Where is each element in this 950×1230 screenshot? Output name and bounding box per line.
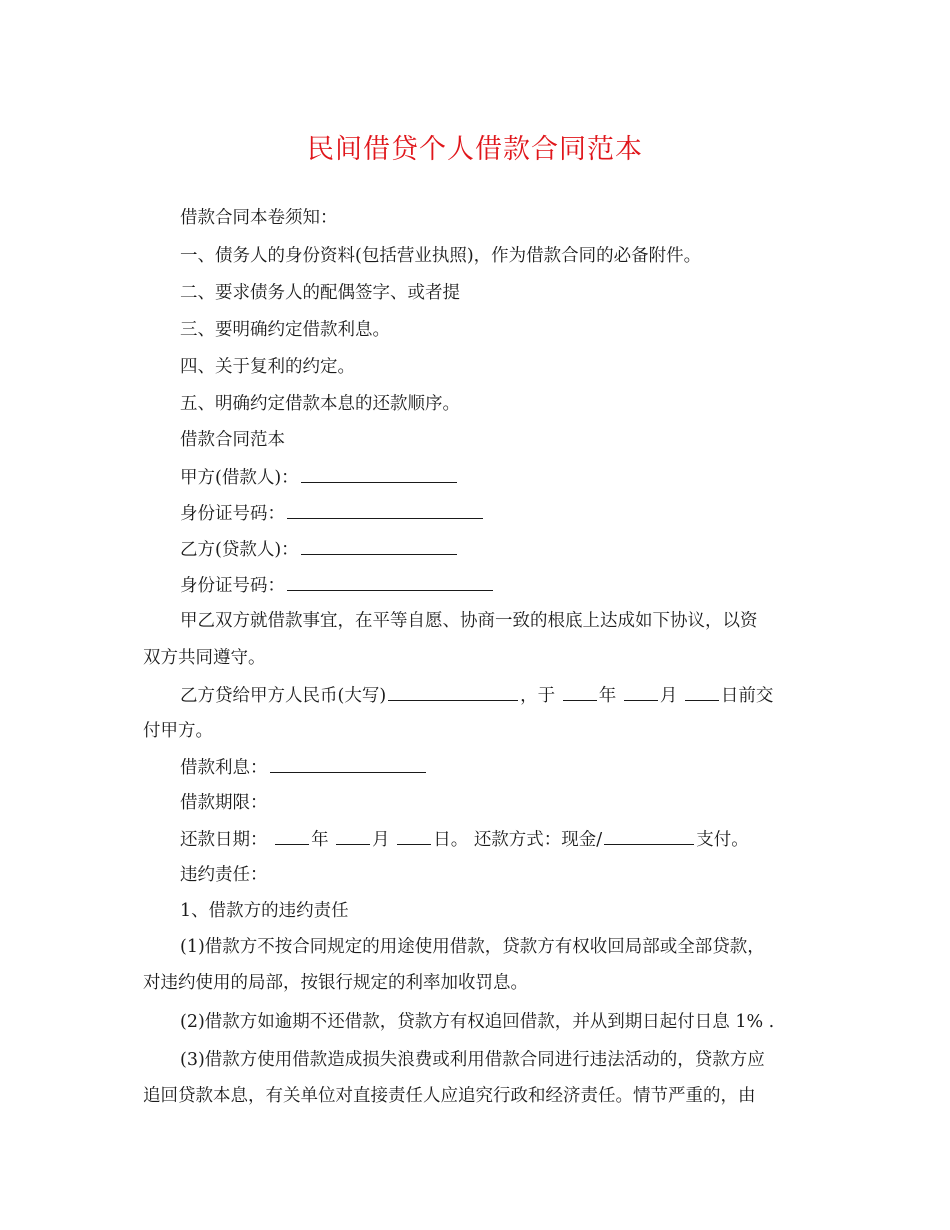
liability-1: 1、借款方的违约责任: [180, 901, 349, 921]
template-heading: 借款合同范本: [180, 430, 285, 450]
notice-heading: 借款合同本卷须知：: [180, 208, 338, 228]
loan-row: [180, 683, 773, 708]
agreement-line-2: 双方共同遵守。: [143, 648, 266, 668]
id-a-label: 身份证号码：: [180, 504, 285, 524]
loan-month-blank: [624, 683, 658, 701]
loan-year-blank: [563, 683, 597, 701]
clause-1-line-1: (1)借款方不按合同规定的用途使用借款，贷款方有权收回局部或全部贷款，: [180, 937, 765, 957]
id-b-row: [180, 573, 495, 598]
repay-day-label: 日。: [433, 830, 469, 850]
notice-item-2: 二、要求债务人的配偶签字、或者提: [180, 283, 460, 303]
clause-2: (2)借款方如逾期不还借款，贷款方有权追回借款，并从到期日起付日息 1% .: [180, 1012, 775, 1032]
party-a-row: [180, 465, 459, 490]
repay-day-blank: [397, 827, 431, 845]
repay-month-label: 月: [372, 830, 390, 850]
repay-month-blank: [336, 827, 370, 845]
notice-item-4: 四、关于复利的约定。: [180, 357, 355, 377]
loan-day-blank: [685, 683, 719, 701]
document-title: 民间借贷个人借款合同范本: [307, 134, 643, 165]
term-label: 借款期限：: [180, 793, 268, 813]
clause-1-line-2: 对违约使用的局部，按银行规定的利率加收罚息。: [143, 973, 528, 993]
liability-heading: 违约责任：: [180, 865, 268, 885]
loan-day-label: 日前交: [720, 686, 774, 706]
notice-item-5: 五、明确约定借款本息的还款顺序。: [180, 394, 460, 414]
notice-item-1: 一、债务人的身份资料(包括营业执照)，作为借款合同的必备附件。: [180, 246, 702, 266]
agreement-line-1: 甲乙双方就借款事宜，在平等自愿、协商一致的根底上达成如下协议，以资: [180, 611, 758, 631]
id-a-blank: [287, 501, 483, 519]
party-a-blank: [301, 465, 457, 483]
interest-label: 借款利息：: [180, 758, 268, 778]
repay-method: 还款方式：现金/: [473, 830, 603, 850]
repay-row: [180, 827, 749, 852]
interest-row: [180, 755, 428, 780]
loan-amount-blank: [388, 683, 518, 701]
loan-year-label: 年: [598, 686, 617, 706]
loan-line-2: 付甲方。: [143, 721, 213, 741]
loan-prefix: 乙方贷给甲方人民币(大写): [180, 686, 387, 706]
party-a-label: 甲方(借款人)：: [180, 468, 299, 488]
repay-label: 还款日期：: [180, 830, 268, 850]
repay-year-blank: [275, 827, 309, 845]
repay-year-label: 年: [311, 830, 329, 850]
notice-item-3: 三、要明确约定借款利息。: [180, 320, 390, 340]
id-b-blank: [287, 573, 493, 591]
clause-3-line-1: (3)借款方使用借款造成损失浪费或利用借款合同进行违法活动的，贷款方应: [180, 1050, 765, 1070]
interest-blank: [270, 755, 426, 773]
clause-3-line-2: 追回贷款本息，有关单位对直接责任人应追究行政和经济责任。情节严重的，由: [143, 1086, 756, 1106]
id-a-row: [180, 501, 485, 526]
loan-month-label: 月: [659, 686, 678, 706]
party-b-row: [180, 537, 459, 562]
repay-method-blank: [604, 827, 694, 845]
party-b-blank: [301, 537, 457, 555]
loan-sep: ，于: [520, 686, 556, 706]
party-b-label: 乙方(贷款人)：: [180, 540, 299, 560]
id-b-label: 身份证号码：: [180, 576, 285, 596]
pay-suffix: 支付。: [696, 830, 749, 850]
